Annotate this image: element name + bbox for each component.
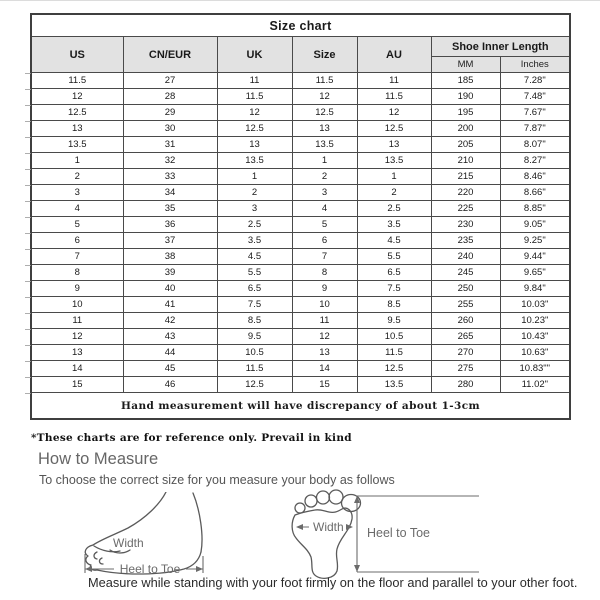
row-tick-marks [25, 73, 31, 394]
table-cell: 44 [123, 345, 217, 361]
table-cell: 33 [123, 169, 217, 185]
table-cell: 35 [123, 201, 217, 217]
table-cell: 8.66" [500, 185, 570, 201]
table-cell: 36 [123, 217, 217, 233]
table-row [31, 105, 570, 121]
table-cell: 3 [217, 201, 292, 217]
table-cell: 3 [292, 185, 357, 201]
table-cell: 4 [292, 201, 357, 217]
table-cell: 6 [292, 233, 357, 249]
table-cell: 12.5 [357, 121, 431, 137]
table-cell: 2.5 [357, 201, 431, 217]
col-header-us: US [31, 37, 123, 73]
table-cell: 250 [431, 281, 500, 297]
table-cell: 5.5 [217, 265, 292, 281]
table-cell: 8.46" [500, 169, 570, 185]
table-cell: 10.63" [500, 345, 570, 361]
table-row [31, 233, 570, 249]
toe-small-3 [317, 491, 330, 504]
reference-note: *These charts are for reference only. Prevail in kind [31, 432, 352, 444]
table-cell: 9.25" [500, 233, 570, 249]
table-cell: 10.5 [357, 329, 431, 345]
table-cell: 7 [31, 249, 123, 265]
table-cell: 37 [123, 233, 217, 249]
table-cell: 46 [123, 377, 217, 393]
table-cell: 190 [431, 89, 500, 105]
table-cell: 12.5 [217, 121, 292, 137]
table-cell: 12.5 [292, 105, 357, 121]
table-cell: 225 [431, 201, 500, 217]
footprint-top-view-sketch [287, 488, 487, 580]
col-header-size: Size [292, 37, 357, 73]
table-cell: 275 [431, 361, 500, 377]
table-cell: 270 [431, 345, 500, 361]
table-cell: 6 [31, 233, 123, 249]
table-cell: 10.5 [217, 345, 292, 361]
col-subheader-inches: Inches [500, 57, 570, 73]
table-footer-row [31, 393, 570, 420]
table-cell: 11.5 [31, 73, 123, 89]
table-cell: 3 [31, 185, 123, 201]
table-cell: 7.67" [500, 105, 570, 121]
table-cell: 13.5 [357, 377, 431, 393]
table-cell: 12 [31, 89, 123, 105]
table-cell: 10.43" [500, 329, 570, 345]
table-cell: 260 [431, 313, 500, 329]
table-cell: 6.5 [217, 281, 292, 297]
table-cell: 12 [217, 105, 292, 121]
table-cell: 13 [31, 345, 123, 361]
col-header-uk: UK [217, 37, 292, 73]
table-cell: 1 [292, 153, 357, 169]
table-title-row [31, 14, 570, 37]
table-cell: 12 [31, 329, 123, 345]
table-cell: 10.03" [500, 297, 570, 313]
table-row [31, 201, 570, 217]
table-row [31, 249, 570, 265]
table-cell: 11.5 [217, 361, 292, 377]
table-cell: 210 [431, 153, 500, 169]
table-cell: 1 [217, 169, 292, 185]
table-cell: 9.5 [357, 313, 431, 329]
table-title: Size chart [31, 14, 570, 37]
table-cell: 2 [217, 185, 292, 201]
toe-small-1 [295, 503, 305, 513]
arrowhead-left-icon [85, 566, 92, 572]
table-cell: 8 [31, 265, 123, 281]
top-heel-to-toe-label: Heel to Toe [367, 526, 431, 540]
table-cell: 7.48" [500, 89, 570, 105]
table-row [31, 361, 570, 377]
table-cell: 13.5 [357, 153, 431, 169]
table-cell: 12.5 [357, 361, 431, 377]
table-cell: 220 [431, 185, 500, 201]
side-heel-to-toe-label: Heel to Toe [119, 562, 181, 576]
col-subheader-mm: MM [431, 57, 500, 73]
table-cell: 3.5 [357, 217, 431, 233]
table-row [31, 217, 570, 233]
foot-side-view-sketch [80, 492, 225, 580]
table-row [31, 329, 570, 345]
table-cell: 45 [123, 361, 217, 377]
table-cell: 205 [431, 137, 500, 153]
table-cell: 2 [357, 185, 431, 201]
measure-caption: Measure while standing with your foot firmly on the floor and parallel to your other foot. [88, 575, 578, 590]
table-cell: 2.5 [217, 217, 292, 233]
table-cell: 7 [292, 249, 357, 265]
table-cell: 8.85" [500, 201, 570, 217]
foot-heel-line [193, 493, 202, 552]
table-cell: 200 [431, 121, 500, 137]
table-cell: 9.44" [500, 249, 570, 265]
table-cell: 13.5 [292, 137, 357, 153]
vertical-arrowhead-bottom-icon [354, 565, 360, 572]
table-cell: 1 [357, 169, 431, 185]
table-cell: 7.28" [500, 73, 570, 89]
table-row [31, 313, 570, 329]
width-arrowhead-left-icon [296, 524, 303, 530]
table-cell: 240 [431, 249, 500, 265]
table-cell: 11.02" [500, 377, 570, 393]
table-cell: 12 [292, 329, 357, 345]
table-cell: 215 [431, 169, 500, 185]
table-cell: 13 [357, 137, 431, 153]
table-cell: 15 [31, 377, 123, 393]
table-row [31, 281, 570, 297]
table-cell: 13 [292, 345, 357, 361]
size-table-head [31, 14, 570, 73]
table-cell: 11 [31, 313, 123, 329]
table-cell: 7.5 [217, 297, 292, 313]
table-cell: 5.5 [357, 249, 431, 265]
table-cell: 4.5 [357, 233, 431, 249]
foot-toe-detail [94, 552, 103, 564]
table-cell: 9 [31, 281, 123, 297]
table-footer-note: Hand measurement will have discrepancy of about 1-3cm [31, 393, 570, 420]
table-cell: 40 [123, 281, 217, 297]
table-cell: 13 [31, 121, 123, 137]
table-cell: 13.5 [217, 153, 292, 169]
col-header-inner-length: Shoe Inner Length [431, 37, 570, 57]
table-cell: 195 [431, 105, 500, 121]
side-width-label: Width [113, 536, 144, 550]
table-cell: 7.87" [500, 121, 570, 137]
table-row [31, 121, 570, 137]
table-cell: 9.65" [500, 265, 570, 281]
table-cell: 10.83"" [500, 361, 570, 377]
table-cell: 13 [217, 137, 292, 153]
table-cell: 12 [357, 105, 431, 121]
table-cell: 1 [31, 153, 123, 169]
table-cell: 8.27" [500, 153, 570, 169]
table-cell: 27 [123, 73, 217, 89]
size-table-body [31, 73, 570, 393]
top-width-label: Width [313, 520, 344, 534]
table-cell: 31 [123, 137, 217, 153]
how-to-measure-subtitle: To choose the correct size for you measure your body as follows [39, 473, 395, 487]
table-cell: 8.07" [500, 137, 570, 153]
table-row [31, 265, 570, 281]
table-cell: 5 [31, 217, 123, 233]
table-cell: 12 [292, 89, 357, 105]
table-cell: 8.5 [357, 297, 431, 313]
table-cell: 11.5 [357, 89, 431, 105]
table-cell: 32 [123, 153, 217, 169]
table-cell: 2 [31, 169, 123, 185]
table-cell: 235 [431, 233, 500, 249]
table-cell: 185 [431, 73, 500, 89]
table-cell: 11.5 [292, 73, 357, 89]
table-cell: 14 [31, 361, 123, 377]
table-row [31, 169, 570, 185]
table-cell: 12.5 [31, 105, 123, 121]
table-row [31, 185, 570, 201]
table-cell: 11 [217, 73, 292, 89]
table-cell: 34 [123, 185, 217, 201]
table-cell: 28 [123, 89, 217, 105]
table-cell: 255 [431, 297, 500, 313]
table-cell: 41 [123, 297, 217, 313]
table-cell: 39 [123, 265, 217, 281]
table-cell: 10 [31, 297, 123, 313]
table-cell: 9.5 [217, 329, 292, 345]
table-row [31, 73, 570, 89]
table-cell: 11.5 [217, 89, 292, 105]
table-cell: 2 [292, 169, 357, 185]
table-cell: 12.5 [217, 377, 292, 393]
table-cell: 10 [292, 297, 357, 313]
toe-small-4 [329, 490, 343, 504]
size-table-foot [31, 393, 570, 420]
table-row [31, 345, 570, 361]
table-row [31, 377, 570, 393]
table-cell: 13 [292, 121, 357, 137]
arrowhead-right-icon [196, 566, 203, 572]
table-cell: 11 [357, 73, 431, 89]
table-cell: 6.5 [357, 265, 431, 281]
table-cell: 30 [123, 121, 217, 137]
table-row [31, 137, 570, 153]
table-cell: 11.5 [357, 345, 431, 361]
size-chart-table [30, 13, 571, 420]
table-cell: 7.5 [357, 281, 431, 297]
table-cell: 5 [292, 217, 357, 233]
toe-small-2 [305, 495, 317, 507]
table-cell: 280 [431, 377, 500, 393]
table-cell: 9.05" [500, 217, 570, 233]
table-cell: 13.5 [31, 137, 123, 153]
table-cell: 14 [292, 361, 357, 377]
footprint-outline [292, 508, 352, 578]
table-cell: 29 [123, 105, 217, 121]
table-cell: 8.5 [217, 313, 292, 329]
top-edge-line [0, 0, 600, 1]
table-cell: 9 [292, 281, 357, 297]
col-header-au: AU [357, 37, 431, 73]
table-cell: 38 [123, 249, 217, 265]
table-cell: 10.23" [500, 313, 570, 329]
table-cell: 9.84" [500, 281, 570, 297]
table-header-row [31, 37, 570, 57]
table-cell: 4.5 [217, 249, 292, 265]
table-row [31, 297, 570, 313]
table-row [31, 153, 570, 169]
table-row [31, 89, 570, 105]
table-cell: 245 [431, 265, 500, 281]
how-to-measure-title: How to Measure [38, 450, 159, 468]
table-cell: 11 [292, 313, 357, 329]
table-cell: 3.5 [217, 233, 292, 249]
table-cell: 8 [292, 265, 357, 281]
table-cell: 4 [31, 201, 123, 217]
table-cell: 265 [431, 329, 500, 345]
col-header-cneur: CN/EUR [123, 37, 217, 73]
table-cell: 42 [123, 313, 217, 329]
table-cell: 43 [123, 329, 217, 345]
table-cell: 230 [431, 217, 500, 233]
table-cell: 15 [292, 377, 357, 393]
